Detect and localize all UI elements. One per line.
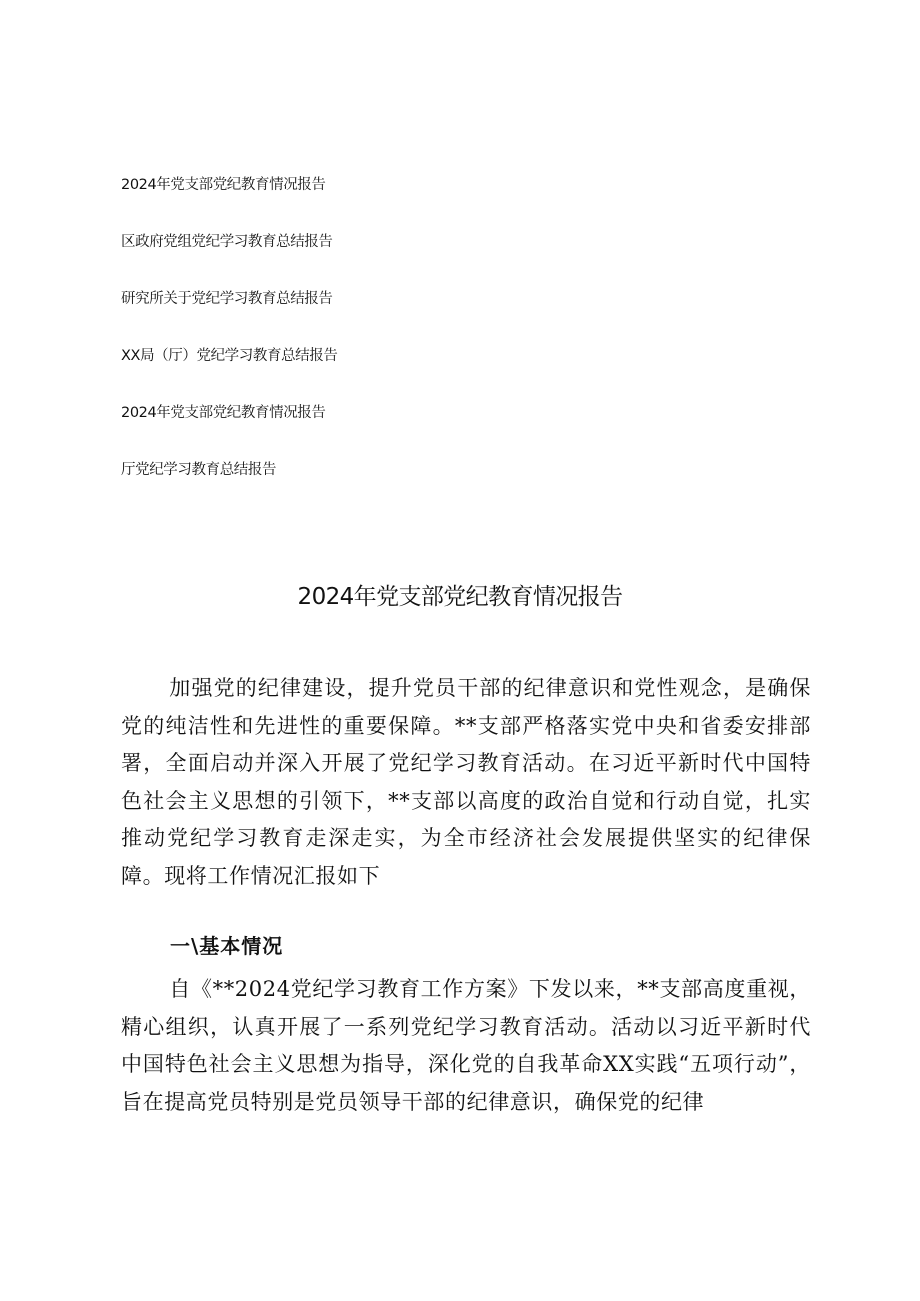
- toc-item: 研究所关于党纪学习教育总结报告: [121, 291, 333, 307]
- table-of-contents: [121, 174, 541, 516]
- toc-item: XX局（厅）党纪学习教育总结报告: [121, 348, 338, 364]
- document-title: 2024年党支部党纪教育情况报告: [297, 584, 623, 610]
- toc-item: 区政府党组党纪学习教育总结报告: [121, 234, 333, 250]
- intro-paragraph: 加强党的纪律建设，提升党员干部的纪律意识和党性观念，是确保党的纯洁性和先进性的重要保障。**支部严格落实党中央和省委安排部署，全面启动并深入开展了党纪学习教育活动。在习近平新时代中国特色社会主义思想的引领下，**支部以高度的政治自觉和行动自觉，扎实推动党纪学习教育走深走实，为全市经济社会发展提供坚实的纪律保障。现将工作情况汇报如下: [121, 676, 811, 888]
- toc-item: 厅党纪学习教育总结报告: [121, 462, 277, 478]
- toc-item: 2024年党支部党纪教育情况报告: [121, 405, 326, 421]
- section-heading: 一\基本情况: [170, 934, 284, 958]
- section-paragraph: 自《**2024党纪学习教育工作方案》下发以来，**支部高度重视，精心组织，认真开展了一系列党纪学习教育活动。活动以习近平新时代中国特色社会主义思想为指导，深化党的自我革命XX实践“五项行动”，旨在提高党员特别是党员领导干部的纪律意识，确保党的纪律: [121, 977, 811, 1114]
- toc-item: 2024年党支部党纪教育情况报告: [121, 177, 326, 193]
